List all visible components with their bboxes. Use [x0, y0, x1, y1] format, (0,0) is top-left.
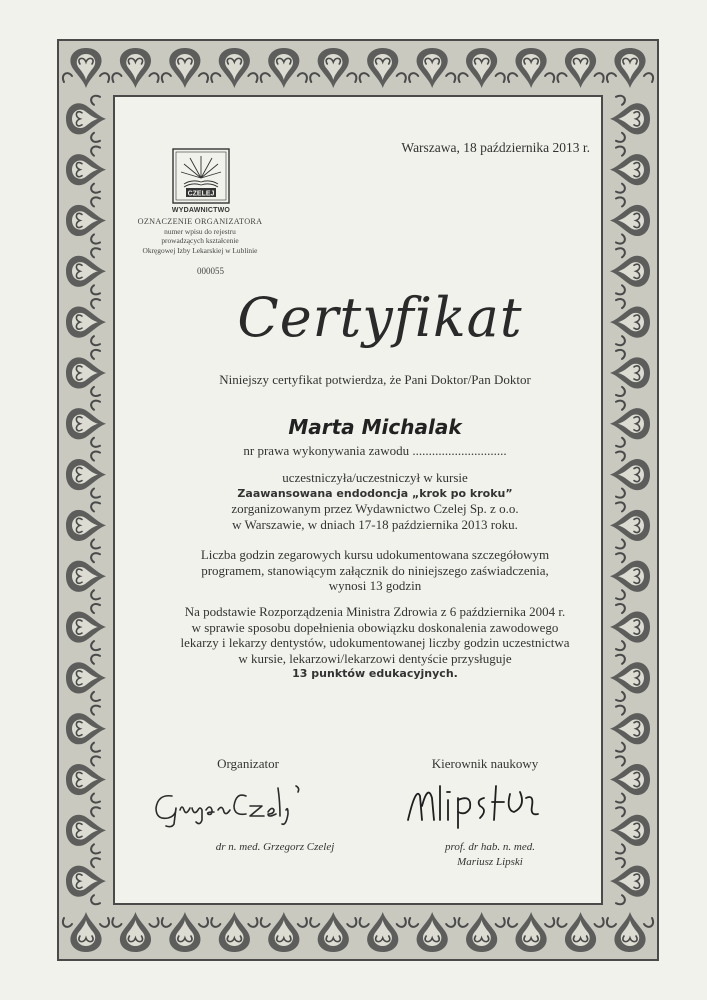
hours-line: programem, stanowiącym załącznik do niniejszego zaświadczenia, [201, 562, 549, 578]
organizer-designation-line: numer wpisu do rejestru [164, 226, 236, 236]
scientific-director-fullname: Mariusz Lipski [457, 856, 523, 868]
hours-block [120, 547, 630, 594]
participation-line: zorganizowanym przez Wydawnictwo Czelej Sp. z o.o. [231, 501, 519, 516]
organizer-label: Organizator [217, 756, 279, 771]
participation-line: w Warszawie, w dniach 17-18 października 2013 roku. [232, 516, 518, 532]
legal-line: w sprawie sposobu dopełnienia obowiązku doskonalenia zawodowego [191, 619, 559, 635]
participation-line: uczestniczyła/uczestniczył w kursie [282, 470, 468, 485]
organizer-signature [150, 780, 320, 830]
legal-line: Na podstawie Rozporządzenia Ministra Zdrowia z 6 października 2004 r. [184, 604, 566, 619]
organizer-name: dr n. med. Grzegorz Czelej [215, 841, 335, 853]
participation-block [120, 470, 630, 532]
course-name: Zaawansowana endodoncja „krok po kroku” [237, 486, 513, 500]
issue-date: Warszawa, 18 października 2013 r. [401, 140, 590, 155]
organizer-designation-line: Okręgowej Izby Lekarskiej w Lublinie [142, 245, 258, 255]
publisher-logo [172, 148, 230, 204]
participant-name: Marta Michalak [288, 415, 462, 439]
education-points: 13 punktów edukacyjnych. [292, 667, 458, 680]
legal-line: w kursie, lekarzowi/lekarzowi dentyście przysługuje [238, 650, 512, 666]
lead-text: Niniejszy certyfikat potwierdza, że Pani Doktor/Pan Doktor [219, 372, 531, 387]
logo-label: WYDAWNICTWO [171, 207, 231, 214]
legal-block [120, 604, 630, 682]
scientific-director-title: prof. dr hab. n. med. [444, 841, 536, 853]
hours-line: Liczba godzin zegarowych kursu udokumentowana szczegółowym [200, 547, 550, 562]
scientific-director-signature [400, 776, 560, 831]
scientific-director-name [405, 840, 575, 870]
scientific-director-label: Kierownik naukowy [431, 756, 539, 771]
organizer-designation [120, 217, 280, 255]
certificate-title-wrap [150, 268, 610, 363]
logo-mark-text: CZELEJ [187, 190, 215, 198]
organizer-number: 000055 [197, 266, 224, 276]
licence-number: nr prawa wykonywania zawodu ............................. [243, 443, 507, 458]
organizer-designation-title: OZNACZENIE ORGANIZATORA [137, 217, 263, 226]
organizer-designation-line: prowadzących kształcenie [161, 236, 239, 246]
legal-line: lekarzy i lekarzy dentystów, udokumentowanej liczby godzin uczestnictwa [180, 635, 570, 650]
hours-line: wynosi 13 godzin [328, 578, 422, 593]
certificate-title: Certyfikat [237, 286, 523, 349]
